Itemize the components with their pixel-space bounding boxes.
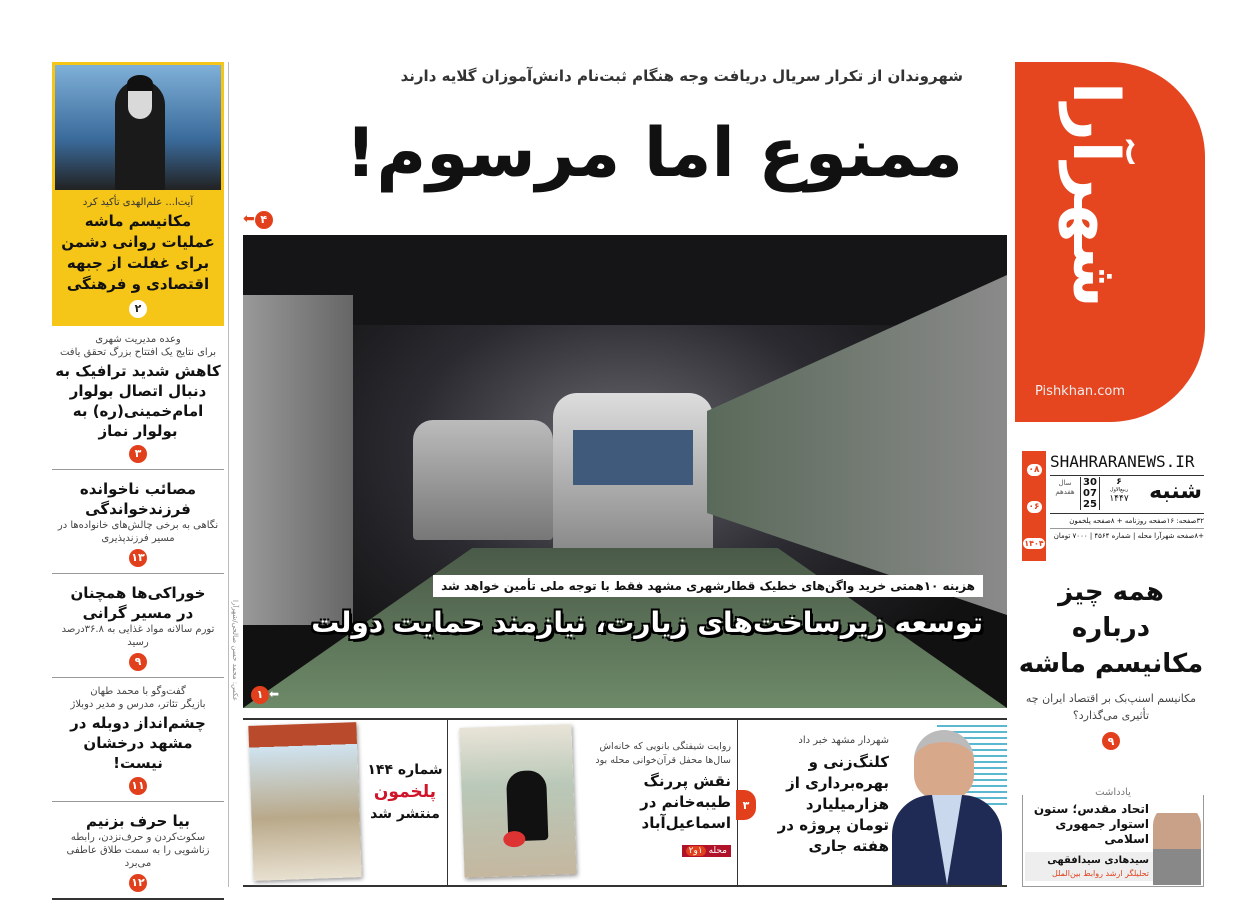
story-snapback[interactable]	[1015, 574, 1207, 750]
subhead: نگاهی به برخی چالش‌های خانواده‌ها در مسیر فرزندپذیری	[57, 519, 219, 544]
main-headline[interactable]: ممنوع اما مرسوم!	[345, 114, 963, 193]
arrow-left-icon: ⬅	[269, 687, 280, 701]
page-badge: ۳	[736, 790, 756, 820]
headline: بیا حرف بزنیم	[86, 811, 190, 830]
headline: خوراکی‌ها همچنان در مسیر گرانی	[70, 583, 206, 622]
year-label: سال هفدهم	[1055, 479, 1075, 496]
main-photo[interactable]	[243, 235, 1007, 708]
page-badge: ۲	[129, 300, 147, 318]
date-box: ۰۸ ۰۶ ۱۴۰۴ SHAHRARANEWS.IR سال هفدهم 30 07 25 ۶ ربیع‌الاول ۱۴۴۷ شنبه ۳۲صفحه: ۱۶صفحه روزنامه + ۸صفحه پلخمون +۸صفحه شهرآرا محله | شماره ۴۵۶۴ | ۷۰۰۰ تومان	[1022, 451, 1204, 561]
page-badge: ۹	[1102, 732, 1120, 750]
kicker: برای نتایج یک افتتاح بزرگ تحقق یافت	[59, 346, 217, 358]
headline: همه چیز درباره مکانیسم ماشه	[1018, 577, 1204, 679]
note-headline: اتحاد مقدس؛ ستون استوار جمهوری اسلامی	[1033, 802, 1149, 846]
kicker: گفت‌وگو با محمد طهان	[90, 685, 186, 697]
story-dubbing[interactable]	[52, 678, 224, 802]
story-talk[interactable]	[52, 802, 224, 900]
subhead: مکانیسم اسنپ‌بک بر اقتصاد ایران چه تأثیری می‌گذارد؟	[1025, 692, 1197, 722]
page-badge: ۱۳	[129, 549, 147, 567]
page-badge: ۹	[129, 653, 147, 671]
kicker: وعده مدیریت شهری	[95, 333, 181, 345]
cleric-photo	[55, 65, 221, 190]
top-kicker: شهروندان از تکرار سریال دریافت وجه هنگام ثبت‌نام دانش‌آموزان گلایه دارند	[400, 67, 963, 85]
page-badge: ۱	[251, 686, 269, 704]
pages-info: ۳۲صفحه: ۱۶صفحه روزنامه + ۸صفحه پلخمون	[1050, 514, 1204, 529]
headline: چشم‌انداز دوبله در مشهد درخشان نیست!	[70, 713, 206, 772]
lead-headline: مکانیسم ماشه عملیات روانی دشمن برای غفلت از جبهه اقتصادی و فرهنگی	[61, 212, 215, 293]
mahalleh-tag: محله ۱و۲	[682, 845, 731, 857]
left-column	[52, 62, 224, 900]
palakhmoon-logo: پلخمون	[373, 782, 437, 802]
mayor-photo	[892, 730, 1002, 885]
published-label: منتشر شد	[370, 806, 440, 822]
note-label: یادداشت	[1095, 787, 1131, 798]
subhead: سکوت‌کردن و حرف‌نزدن، رابطه زناشویی را به سمت طلاق عاطفی می‌برد	[66, 831, 210, 869]
magazine-cover	[459, 724, 576, 878]
kicker: بازیگر تئاتر، مدرس و مدیر دوبلاژ	[70, 698, 206, 710]
opinion-note[interactable]	[1022, 787, 1204, 887]
kicker: شهردار مشهد خبر داد	[798, 735, 889, 746]
kicker: روایت شیفتگی بانویی که خانه‌اش سال‌ها محفل قرآن‌خوانی محله بود	[595, 741, 731, 766]
author-photo	[1153, 805, 1201, 885]
lead-kicker: آیت‌ا... علم‌الهدی تأکید کرد	[82, 197, 194, 208]
comic-cover	[248, 722, 361, 881]
issue-number: شماره ۱۴۴	[367, 762, 443, 778]
subhead: تورم سالانه مواد غذایی به ۳۶.۸درصد رسید	[61, 623, 215, 648]
arrow-left-icon: ⬅	[243, 211, 255, 227]
photo-credit: عکس: محمد حسن صالحی/شهرآرا	[231, 600, 239, 702]
photo-kicker: هزینه ۱۰همتی خرید واگن‌های خطیک قطارشهری مشهد فقط با توجه ملی تأمین خواهد شد	[433, 575, 983, 597]
solar-day: ۰۸	[1028, 464, 1040, 475]
author-name: سیدهادی سیدافقهی	[1047, 855, 1149, 866]
lead-box[interactable]	[52, 62, 224, 326]
page-badge: ۱۲	[129, 874, 147, 892]
author-role: تحلیلگر ارشد روابط بین‌الملل	[1051, 869, 1149, 878]
page-badge: ۴	[255, 211, 273, 229]
palakhmoon-promo[interactable]	[243, 720, 447, 885]
headline: کاهش شدید ترافیک به دنبال اتصال بولوار امام‌خمینی(ره) به بولوار نماز	[55, 361, 221, 440]
headline: کلنگ‌زنی و بهره‌برداری از هزارمیلیارد تومان پروژه در هفته جاری	[777, 753, 889, 855]
shahrara-logo: شهرآرا Pishkhan.com	[1015, 62, 1207, 422]
photo-headline[interactable]: توسعه زیرساخت‌های زیارت، نیازمند حمایت دولت	[311, 606, 983, 639]
story-food[interactable]	[52, 574, 224, 678]
story-adoption[interactable]	[52, 470, 224, 574]
headline: مصائب ناخوانده فرزندخواندگی	[79, 479, 197, 518]
page-badge: ۳	[129, 445, 147, 463]
issue-info: +۸صفحه شهرآرا محله | شماره ۴۵۶۴ | ۷۰۰۰ تومان	[1053, 532, 1204, 540]
solar-month: ۰۶	[1028, 501, 1040, 512]
watermark: Pishkhan.com	[1035, 384, 1126, 399]
story-mayor[interactable]	[740, 720, 1007, 885]
page-badge: ۱۱	[129, 777, 147, 795]
solar-year: ۱۴۰۴	[1024, 538, 1044, 548]
headline: نقش پررنگ طیبه‌خانم در اسماعیل‌آباد	[640, 772, 731, 832]
story-traffic[interactable]	[52, 326, 224, 470]
site-url: SHAHRARANEWS.IR	[1050, 452, 1195, 471]
story-tayebeh[interactable]	[450, 720, 737, 885]
weekday: شنبه	[1149, 479, 1202, 504]
